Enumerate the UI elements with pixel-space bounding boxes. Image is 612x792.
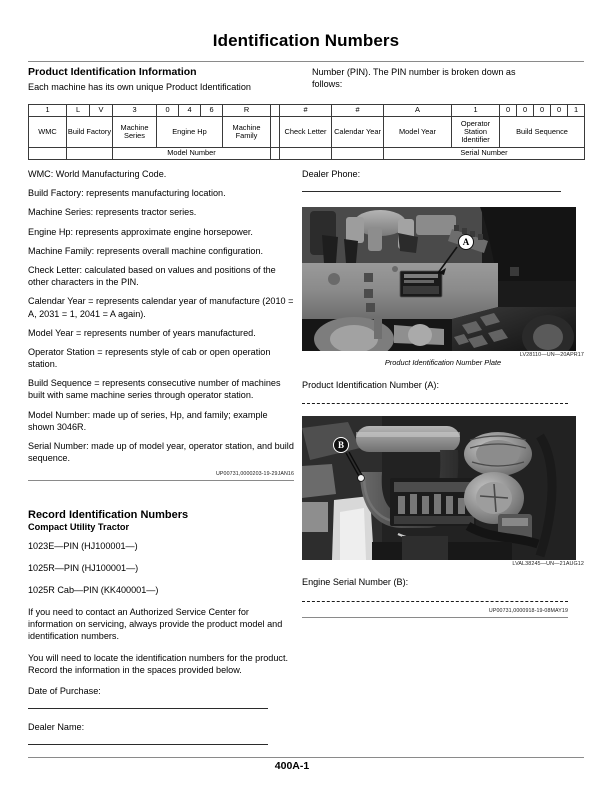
pin-model-line: 1025R Cab—PIN (KK400001—) bbox=[28, 585, 159, 596]
pin-char-14: 0 bbox=[534, 105, 551, 117]
pin-char-9: # bbox=[332, 105, 384, 117]
product-identification-intro: Each machine has its own unique Product Identification bbox=[28, 82, 251, 93]
figure-2-caption-id: LVAL38245—UN—21AUG12 bbox=[512, 561, 584, 568]
page-title: Identification Numbers bbox=[212, 31, 400, 50]
pin-character-row bbox=[29, 105, 585, 117]
compact-utility-tractor-subheading: Compact Utility Tractor bbox=[28, 522, 130, 532]
pin-table-gap-2 bbox=[271, 117, 280, 148]
left-reference-note: UP00731,0000203-19-29JAN16 bbox=[216, 471, 294, 478]
pin-group-row bbox=[29, 148, 585, 160]
pin-fill-line[interactable] bbox=[302, 403, 568, 404]
page-number: 400A-1 bbox=[274, 760, 310, 772]
service-center-paragraph: If you need to contact an Authorized Service Center for information on servicing, always provide the product model and identification numbers. bbox=[28, 607, 283, 642]
definition-item: Model Number: made up of series, Hp, and family; example shown 3046R. bbox=[28, 409, 268, 432]
pin-label-row bbox=[29, 117, 585, 148]
pin-char-13: 0 bbox=[517, 105, 534, 117]
pin-char-8: # bbox=[280, 105, 332, 117]
pin-char-2: V bbox=[90, 105, 113, 117]
pin-char-15: 0 bbox=[551, 105, 568, 117]
pin-label-build-sequence: Build Sequence bbox=[500, 117, 585, 148]
dealer-phone-label: Dealer Phone: bbox=[302, 169, 361, 179]
callout-a: A bbox=[458, 234, 474, 250]
pin-char-4: 0 bbox=[157, 105, 179, 117]
pin-label-engine-hp: Engine Hp bbox=[157, 117, 223, 148]
definition-item: Build Factory: represents manufacturing location. bbox=[28, 188, 226, 199]
definition-item: Serial Number: made up of model year, operator station, and build sequence. bbox=[28, 440, 294, 463]
definition-item: Machine Family: represents overall machine configuration. bbox=[28, 245, 264, 256]
record-identification-section bbox=[28, 509, 294, 757]
group-spacer-calendar bbox=[332, 148, 384, 160]
group-spacer-factory bbox=[67, 148, 113, 160]
pin-intro-line-2: follows: bbox=[312, 79, 343, 89]
record-identification-heading: Record Identification Numbers bbox=[28, 509, 189, 521]
pin-group-serial-number: Serial Number bbox=[384, 148, 585, 160]
figure-1-caption-title: Product Identification Number Plate bbox=[384, 358, 502, 368]
dealer-phone-fill-line[interactable] bbox=[302, 191, 561, 192]
pin-group-model-number: Model Number bbox=[113, 148, 271, 160]
pin-label-machine-series: Machine Series bbox=[113, 117, 157, 148]
pin-char-1: L bbox=[67, 105, 90, 117]
figure-1-caption-id: LV28110—UN—20APR17 bbox=[519, 352, 584, 359]
intro-left-column bbox=[28, 66, 294, 93]
pin-char-10: A bbox=[384, 105, 452, 117]
left-section-divider bbox=[28, 480, 294, 481]
pin-char-12: 0 bbox=[500, 105, 517, 117]
pin-model-line: 1025R—PIN (HJ100001—) bbox=[28, 563, 139, 574]
pin-label-build-factory: Build Factory bbox=[67, 117, 113, 148]
intro-section bbox=[28, 66, 584, 93]
right-reference-note: UP00731,0000918-19-08MAY19 bbox=[488, 608, 568, 615]
pin-label-machine-family: Machine Family bbox=[223, 117, 271, 148]
definition-item: Calendar Year = represents calendar year of manufacture (2010 = A, 2031 = 1, 2041 = A again). bbox=[28, 296, 294, 319]
product-identification-heading: Product Identification Information bbox=[28, 66, 197, 78]
intro-right-column bbox=[312, 66, 580, 93]
dealer-name-fill-line[interactable] bbox=[28, 744, 268, 745]
dealer-name-label: Dealer Name: bbox=[28, 721, 85, 732]
pin-label-operator-station: Operator Station Identifier bbox=[452, 117, 500, 148]
product-identification-number-label: Product Identification Number (A): bbox=[302, 380, 439, 391]
pin-char-16: 1 bbox=[568, 105, 585, 117]
definition-item: Build Sequence = represents consecutive number of machines built with same machine series through operator station. bbox=[28, 378, 281, 401]
pin-breakdown-table bbox=[28, 104, 584, 160]
pin-model-line: 1023E—PIN (HJ100001—) bbox=[28, 541, 138, 551]
title-divider bbox=[28, 61, 584, 62]
group-spacer-wmc bbox=[29, 148, 67, 160]
locate-numbers-paragraph: You will need to locate the identification numbers for the product. Record the information in the spaces provided below. bbox=[28, 652, 289, 675]
pin-label-calendar-year: Calendar Year bbox=[332, 117, 384, 148]
date-of-purchase-fill-line[interactable] bbox=[28, 708, 268, 709]
pin-char-0: 1 bbox=[29, 105, 67, 117]
right-column-content bbox=[302, 168, 584, 618]
pin-table-gap-3 bbox=[271, 148, 280, 160]
definition-item: Model Year = represents number of years manufactured. bbox=[28, 327, 256, 338]
date-of-purchase-label: Date of Purchase: bbox=[28, 685, 101, 696]
pin-plate-illustration bbox=[302, 207, 576, 351]
engine-serial-fill-line[interactable] bbox=[302, 601, 568, 602]
pin-char-7: R bbox=[223, 105, 271, 117]
definition-item: WMC: World Manufacturing Code. bbox=[28, 169, 167, 179]
pin-char-5: 4 bbox=[179, 105, 201, 117]
pin-char-6: 6 bbox=[201, 105, 223, 117]
right-section-divider bbox=[302, 617, 568, 618]
engine-serial-photo bbox=[302, 416, 576, 560]
definition-item: Machine Series: represents tractor series. bbox=[28, 207, 197, 218]
pin-label-wmc: WMC bbox=[29, 117, 67, 148]
definition-item: Engine Hp: represents approximate engine horsepower. bbox=[28, 226, 253, 237]
pin-definitions-list bbox=[28, 168, 294, 481]
engine-serial-number-label: Engine Serial Number (B): bbox=[302, 577, 409, 588]
pin-char-11: 1 bbox=[452, 105, 500, 117]
footer-divider bbox=[28, 757, 584, 758]
pin-label-model-year: Model Year bbox=[384, 117, 452, 148]
definition-item: Operator Station = represents style of cab or open operation station. bbox=[28, 346, 271, 370]
pin-table-gap bbox=[271, 105, 280, 117]
pin-plate-photo bbox=[302, 207, 576, 351]
figure-engine-serial bbox=[302, 416, 584, 567]
pin-char-3: 3 bbox=[113, 105, 157, 117]
figure-pin-plate bbox=[302, 207, 584, 367]
callout-b: B bbox=[333, 437, 349, 453]
group-spacer-check bbox=[280, 148, 332, 160]
pin-label-check-letter: Check Letter bbox=[280, 117, 332, 148]
definition-item: Check Letter: calculated based on values and positions of the other characters in the PIN. bbox=[28, 265, 276, 288]
pin-intro-line-1: Number (PIN). The PIN number is broken down as bbox=[312, 67, 516, 77]
